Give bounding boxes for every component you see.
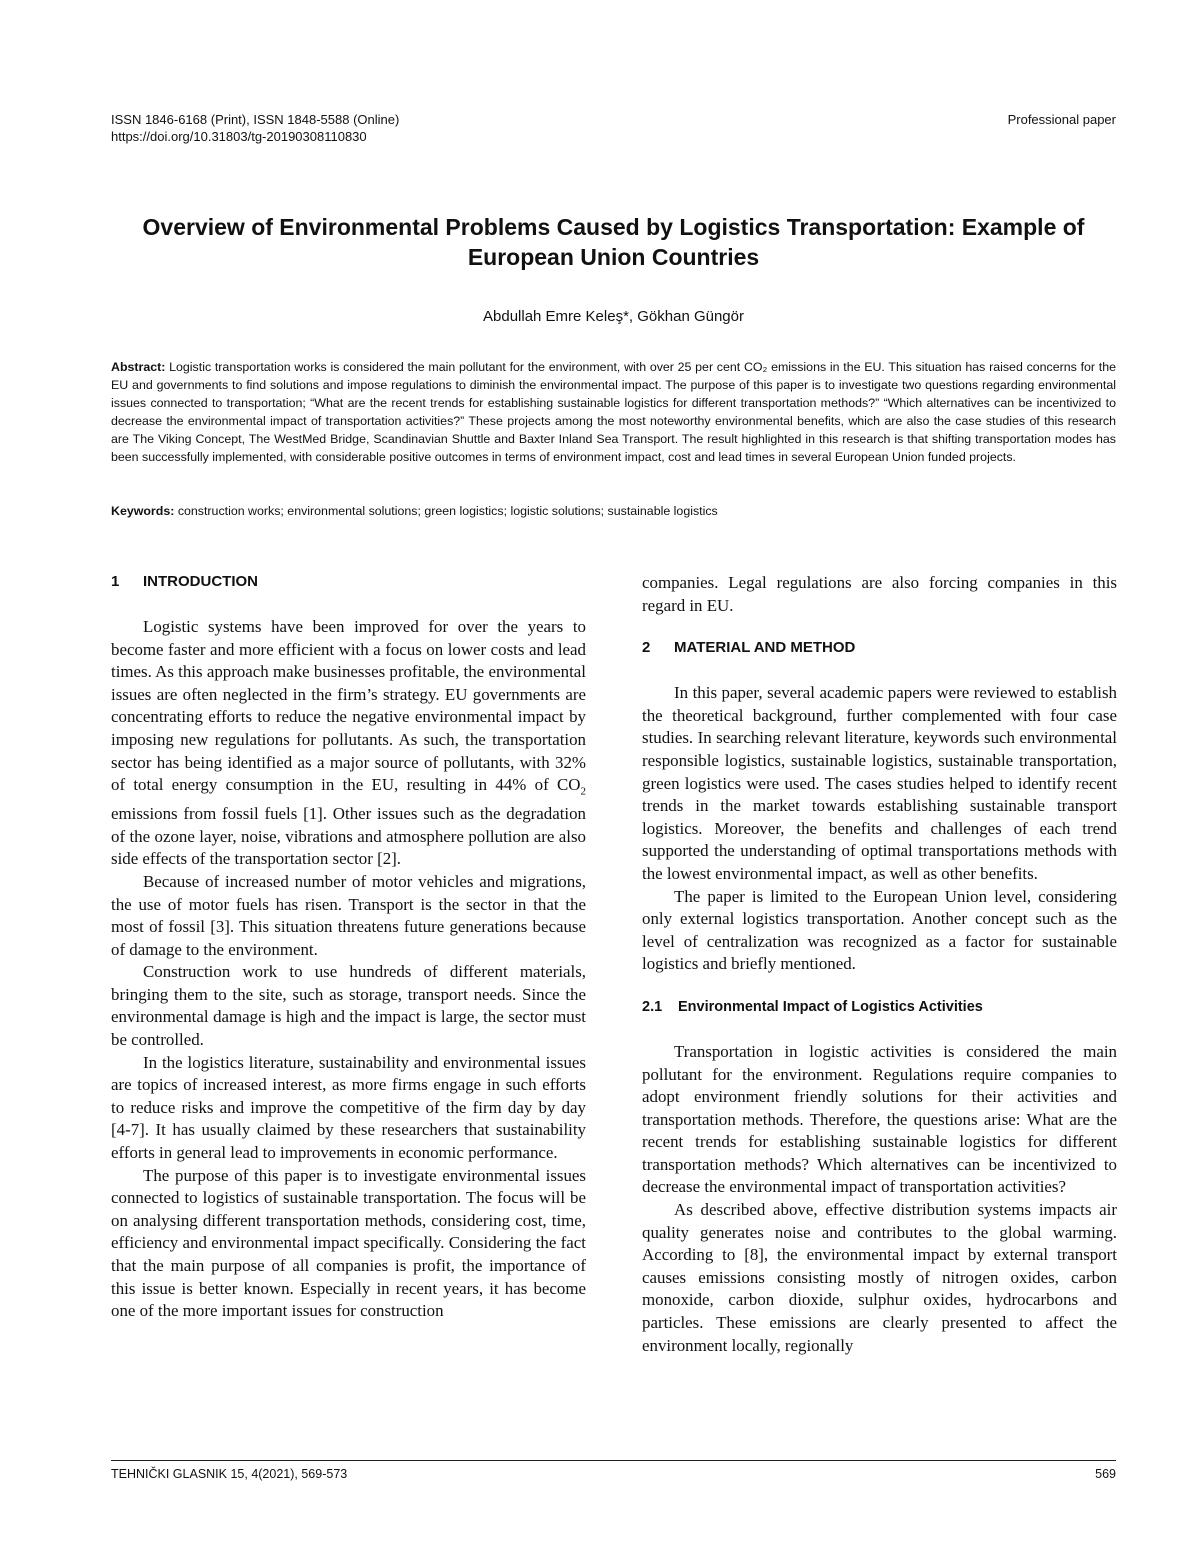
left-column (111, 572, 586, 1323)
keywords-text: construction works; environmental solutions; green logistics; logistic solutions; sustainable logistics (177, 504, 718, 518)
keywords (111, 502, 1116, 520)
authors: Abdullah Emre Keleş*, Gökhan Güngör (483, 308, 744, 325)
section-number: 2 (642, 639, 651, 657)
paragraph: The purpose of this paper is to investigate environmental issues connected to logistics of sustainable transportation. The focus will be on analysing different transportation methods, considering cost, time, efficiency and environmental impact specifically. Considering the fact that the main purpose of all companies is profit, the importance of this issue is better known. Especially in recent years, it has become one of the more important issues for construction (111, 1165, 586, 1321)
doi-link[interactable]: https://doi.org/10.31803/tg-20190308110830 (111, 129, 367, 144)
subsection-number: 2.1 (642, 998, 663, 1015)
paragraph: Because of increased number of motor vehicles and migrations, the use of motor fuels has risen. Transport is the sector in that the most of fossil [3]. This situation threatens future generations because of damage to the environment. (111, 871, 586, 959)
paragraph-continued: companies. Legal regulations are also forcing companies in this regard in EU. (642, 573, 1117, 615)
subsection-heading-environmental-impact (642, 997, 1117, 1017)
abstract (111, 358, 1116, 467)
section-heading-material-method (642, 638, 1117, 658)
paper-type: Professional paper (1007, 112, 1116, 127)
subsection-title: Environmental Impact of Logistics Activities (678, 998, 983, 1015)
paragraph: In this paper, several academic papers were reviewed to establish the theoretical background, further complemented with four case studies. In searching relevant literature, keywords such environmental responsible logistics, sustainable logistics, sustainable transportation, green logistics were used. The cases studies helped to identify recent trends in the market towards establishing sustainable transport logistics. Moreover, the benefits and challenges of each trend supported the understanding of optimal transportations methods with the lowest environmental impact, as well as other benefits. (642, 683, 1117, 883)
section-title: INTRODUCTION (143, 573, 258, 590)
abstract-text: Logistic transportation works is considered the main pollutant for the environment, with over 25 per cent CO₂ emissions in the EU. This situation has raised concerns for the EU and governments to find solutions and impose regulations to diminish the environmental impact. The purpose of this paper is to investigate two questions regarding environmental issues connected to transportation; “What are the recent trends for establishing sustainable logistics for different transportation methods?” “Which alternatives can be incentivized to decrease the environmental impact of transportation activities?” These projects among the most noteworthy environmental benefits, which are also the case studies of this research are The Viking Concept, The WestMed Bridge, Scandinavian Shuttle and Baxter Inland Sea Transport. The result highlighted in this research is that shifting transportation modes has been successfully implemented, with considerable positive outcomes in terms of environment impact, cost and lead times in several European Union funded projects. (111, 360, 1116, 465)
paragraph-text: Logistic systems have been improved for over the years to become faster and more efficient with a focus on lower costs and lead times. As this approach make businesses profitable, the environmental issues are often neglected in the firm’s strategy. EU governments are concentrating efforts to reduce the negative environmental impact by imposing new regulations for pollutants. As such, the transportation sector has being identified as a major source of pollutants, with 32% of total energy consumption in the EU, resulting in 44% of CO (111, 617, 586, 795)
paragraph: As described above, effective distribution systems impacts air quality generates noise and contributes to the global warming. According to [8], the environmental impact by external transport causes emissions consisting mostly of nitrogen oxides, carbon monoxide, carbon dioxide, sulphur oxides, hydrocarbons and particles. These emissions are clearly presented to affect the environment locally, regionally (642, 1200, 1117, 1355)
abstract-label: Abstract: (111, 360, 166, 374)
page-number: 569 (1095, 1467, 1116, 1481)
paragraph: In the logistics literature, sustainability and environmental issues are topics of increased interest, as more firms engage in such efforts to reduce risks and improve the competitive of the firm day by day [4-7]. It has usually claimed by these researchers that sustainability efforts in general lead to improvements in economic performance. (111, 1052, 586, 1163)
paragraph: The paper is limited to the European Union level, considering only external logistics transportation. Another concept such as the level of centralization was recognized as a factor for sustainable logistics and briefly mentioned. (642, 886, 1117, 974)
paragraph-text: emissions from fossil fuels [1]. Other issues such as the degradation of the ozone layer, noise, vibrations and atmosphere pollution are also side effects of the transportation sector [2]. (111, 804, 586, 869)
page-footer (111, 1467, 1116, 1481)
paragraph: Construction work to use hundreds of different materials, bringing them to the site, such as storage, transport needs. Since the environmental damage is high and the impact is large, the sector must be controlled. (111, 962, 586, 1050)
paragraph (111, 616, 586, 871)
journal-citation: TEHNIČKI GLASNIK 15, 4(2021), 569-573 (111, 1467, 348, 1481)
subscript: 2 (580, 785, 586, 798)
right-column (642, 572, 1117, 1357)
issn-line: ISSN 1846-6168 (Print), ISSN 1848-5588 (Online) (111, 112, 400, 127)
section-number: 1 (111, 573, 120, 590)
section-title: MATERIAL AND METHOD (674, 639, 856, 657)
keywords-label: Keywords: (111, 504, 175, 518)
footer-divider (111, 1460, 1116, 1461)
paper-title: Overview of Environmental Problems Caused by Logistics Transportation: Example of European Union Countries (142, 214, 1085, 270)
page-header (111, 111, 1116, 145)
section-heading-introduction (111, 572, 586, 592)
paragraph: Transportation in logistic activities is considered the main pollutant for the environment. Regulations require companies to adopt environment friendly solutions for their activities and transportation methods. Therefore, the questions arise: What are the recent trends for establishing sustainable logistics for different transportation methods? Which alternatives can be incentivized to decrease the environmental impact of transportation activities? (642, 1041, 1117, 1197)
